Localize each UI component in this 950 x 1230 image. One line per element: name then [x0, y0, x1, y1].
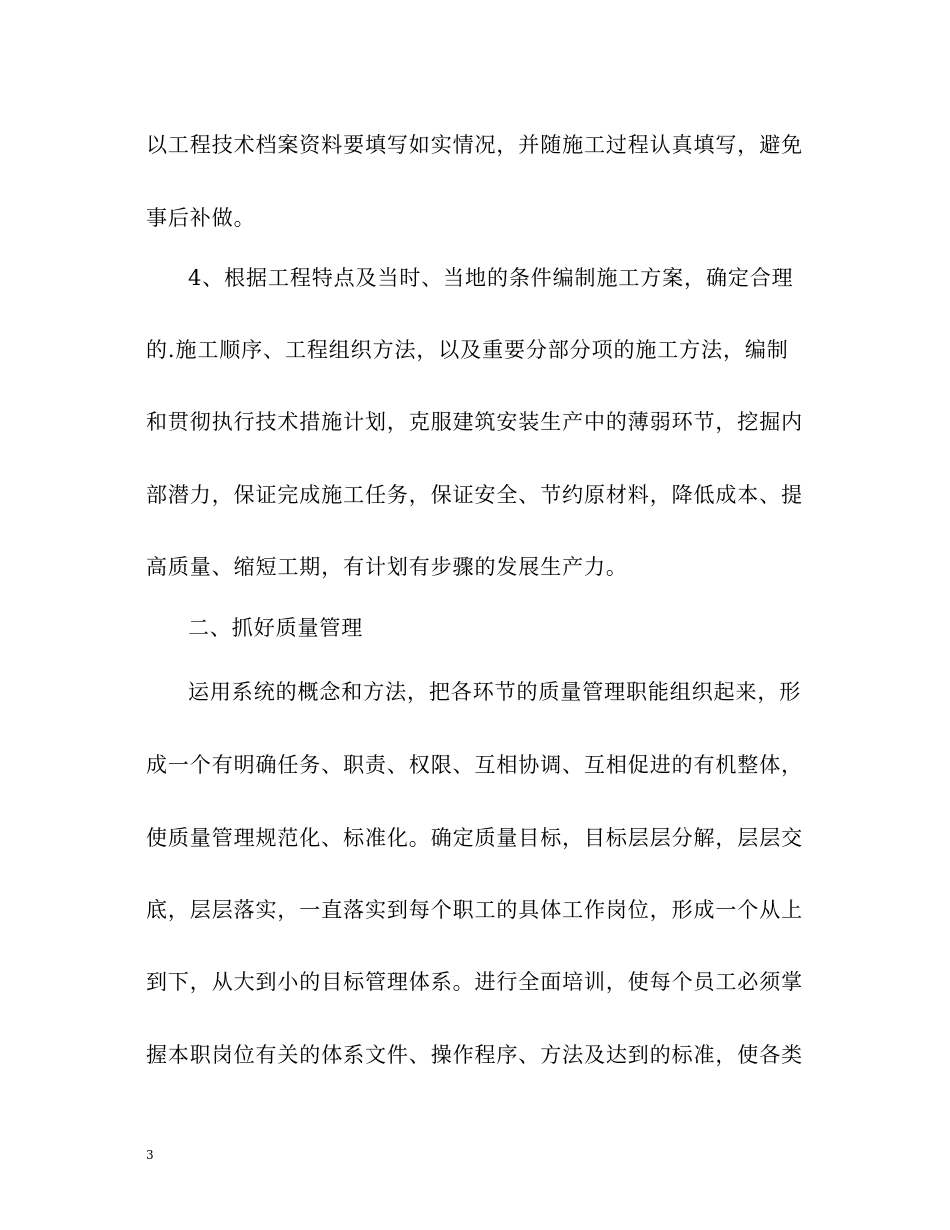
body-text-line: 使质量管理规范化、标准化。确定质量目标，目标层层分解，层层交: [146, 826, 803, 850]
body-text-line: 到下，从大到小的目标管理体系。进行全面培训，使每个员工必须掌: [146, 970, 803, 994]
body-text-line: 4、根据工程特点及当时、当地的条件编制施工方案，确定合理: [188, 266, 794, 290]
body-text-line: 握本职岗位有关的体系文件、操作程序、方法及达到的标准，使各类: [146, 1043, 803, 1067]
body-text-line: 高质量、缩短工期，有计划有步骤的发展生产力。: [146, 555, 628, 579]
body-text-line: 事后补做。: [146, 206, 256, 230]
body-text-line: 底，层层落实，一直落实到每个职工的具体工作岗位，形成一个从上: [146, 898, 803, 922]
body-text-line: 以工程技术档案资料要填写如实情况，并随施工过程认真填写，避免: [146, 133, 803, 157]
body-text-line: 的.施工顺序、工程组织方法，以及重要分部分项的施工方法，编制: [146, 338, 789, 362]
body-text-line: 部潜力，保证完成施工任务，保证安全、节约原材料，降低成本、提: [146, 483, 803, 507]
body-text-line: 运用系统的概念和方法，把各环节的质量管理职能组织起来，形: [188, 680, 802, 704]
body-text-line: 和贯彻执行技术措施计划，克服建筑安装生产中的薄弱环节，挖掘内: [146, 410, 803, 434]
section-heading: 二、抓好质量管理: [188, 616, 364, 640]
page-number: 3: [146, 1148, 154, 1162]
body-text-line: 成一个有明确任务、职责、权限、互相协调、互相促进的有机整体，: [146, 753, 803, 777]
